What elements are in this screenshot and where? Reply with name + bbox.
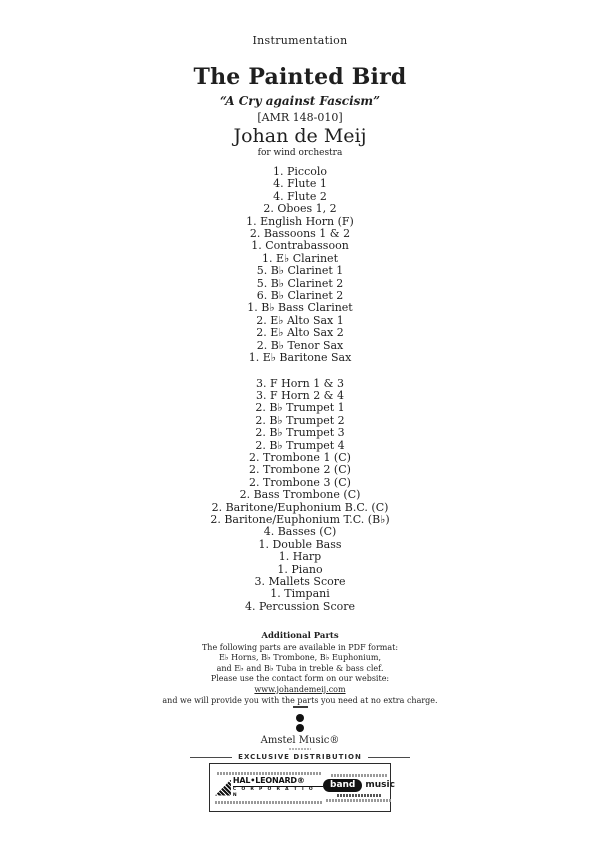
instrument-line: 1. Piano (277, 562, 323, 576)
instrument-line: 1. E♭ Baritone Sax (248, 351, 352, 365)
hal-leonard-triangle-icon (215, 780, 231, 796)
instrument-line: 2. Trombone 3 (C) (249, 475, 351, 489)
additional-parts-line: The following parts are available in PDF format: (201, 642, 399, 652)
instrument-line: 3. Mallets Score (254, 575, 346, 588)
instrument-line: 2. Baritone/Euphonium T.C. (B♭) (210, 512, 390, 526)
instrument-line: 2. B♭ Trumpet 2 (255, 413, 345, 427)
instrument-line: 4. Percussion Score (244, 599, 355, 613)
instrument-line: 2. Oboes 1, 2 (263, 202, 337, 216)
instrument-line: 5. B♭ Clarinet 1 (256, 264, 344, 278)
hal-leonard-logo (215, 772, 323, 804)
fine-print (326, 799, 392, 802)
instrument-line: 4. Flute 2 (273, 189, 327, 203)
exclusive-distribution-header (0, 753, 600, 761)
fine-print (337, 794, 381, 797)
additional-parts-line: Please use the contact form on our website: (210, 674, 390, 684)
composer-name: Johan de Meij (233, 125, 367, 147)
instrument-line: 2. B♭ Trumpet 1 (255, 401, 345, 415)
additional-parts-block (0, 631, 600, 706)
exclusive-distribution-label: EXCLUSIVE DISTRIBUTION (238, 753, 362, 761)
instrument-line: 1. Contrabassoon (251, 239, 349, 253)
section-gap (0, 365, 600, 378)
additional-parts-heading: Additional Parts (261, 631, 339, 641)
rule-left (190, 757, 232, 758)
instrument-line: 2. B♭ Trumpet 4 (255, 438, 345, 452)
instrument-line: 4. Flute 1 (273, 177, 327, 191)
additional-parts-lines (0, 643, 600, 685)
instrument-line: 1. Harp (278, 550, 322, 564)
instrument-line: 1. B♭ Bass Clarinet (247, 301, 353, 315)
page-header-label: Instrumentation (252, 34, 348, 47)
fine-print (217, 772, 321, 775)
additional-parts-line: E♭ Horns, B♭ Trombone, B♭ Euphonium, (218, 653, 382, 663)
brass-percussion-section (0, 378, 600, 614)
website-link[interactable]: www.johandemeij.com (254, 684, 346, 694)
instrument-line: 5. B♭ Clarinet 2 (256, 276, 344, 290)
fine-print (215, 801, 323, 804)
hal-leonard-subname: C O R P O R A T I O N (233, 786, 323, 799)
instrument-line: 2. Bassoons 1 & 2 (249, 227, 351, 241)
fine-print (331, 774, 387, 777)
instrument-line: 1. English Horn (F) (246, 214, 354, 228)
instrument-line: 2. E♭ Alto Sax 1 (256, 313, 344, 327)
instrument-line: 2. Trombone 1 (C) (249, 450, 351, 464)
work-title: The Painted Bird (193, 64, 407, 90)
instrument-line: 1. Double Bass (258, 537, 342, 551)
hal-leonard-name: HAL•LEONARD® (232, 775, 305, 785)
amstel-logo-dash (293, 706, 308, 708)
instrument-line: 1. Piccolo (273, 165, 327, 178)
rule-right (368, 757, 410, 758)
instrument-line: 6. B♭ Clarinet 2 (256, 289, 344, 303)
publisher-name: Amstel Music® (260, 735, 340, 746)
instrument-line: 3. F Horn 1 & 3 (256, 376, 344, 390)
instrument-line: 2. B♭ Tenor Sax (256, 338, 344, 352)
ensemble-label: for wind orchestra (257, 148, 343, 158)
instrument-line: 2. E♭ Alto Sax 2 (256, 326, 344, 340)
additional-parts-line: and E♭ and B♭ Tuba in treble & bass clef. (216, 663, 384, 673)
instrument-line: 4. Basses (C) (263, 525, 337, 539)
amstel-logo-dot (296, 714, 304, 722)
instrument-line: 2. Bass Trombone (C) (239, 488, 361, 502)
band-music-pill: band (323, 779, 362, 792)
additional-parts-closing: and we will provide you with the parts you need at no extra charge. (162, 695, 438, 705)
instrument-list (0, 166, 600, 613)
instrument-line: 2. Trombone 2 (C) (249, 463, 351, 477)
instrument-line: 2. B♭ Trumpet 3 (255, 426, 345, 440)
instrument-line: 1. E♭ Clarinet (262, 251, 338, 265)
distributors-box (209, 763, 395, 812)
band-music-logo (323, 774, 395, 802)
catalog-number: [AMR 148-010] (257, 111, 343, 124)
amstel-music-logo (0, 706, 600, 750)
publisher-fine-print (289, 748, 311, 750)
woodwind-section (0, 166, 600, 365)
instrument-line: 1. Timpani (270, 587, 330, 601)
amstel-logo-dot (296, 724, 304, 732)
instrument-line: 2. Baritone/Euphonium B.C. (C) (211, 500, 389, 514)
band-music-word: music (365, 780, 395, 790)
instrument-line: 3. F Horn 2 & 4 (256, 388, 344, 402)
work-subtitle: “A Cry against Fascism” (219, 94, 381, 108)
